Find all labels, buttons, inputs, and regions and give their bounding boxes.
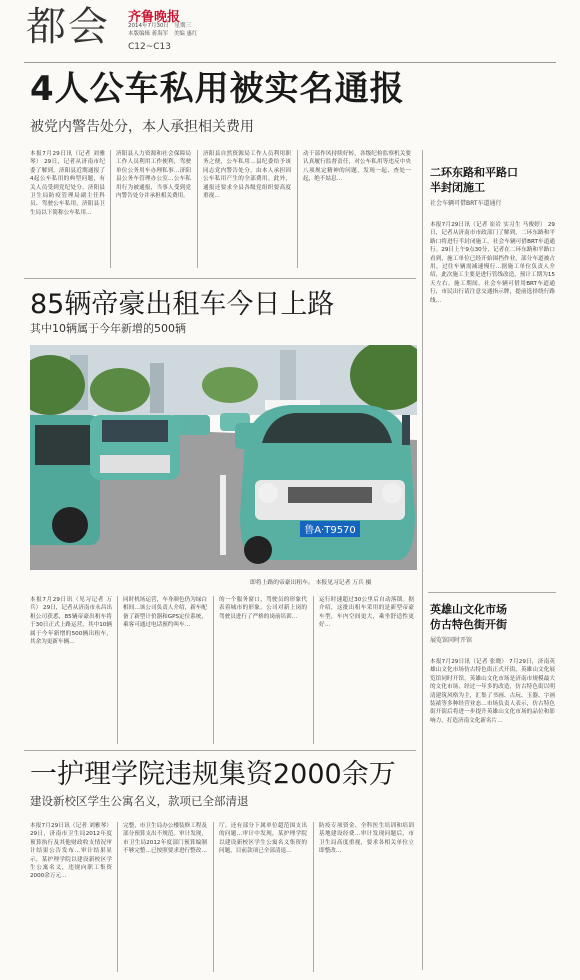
issue-meta: [128, 22, 198, 38]
article3-subhead: 建设新校区学生公寓名义，款项已全部清退: [30, 794, 249, 808]
article2-column-1: 本报7月29日讯（见习记者 万兵） 29日，记者从济南市永昌出租公司获悉，85辆帝豪出租车将于30日正式上路运营，其中10辆属于今年新增的500辆出租车，其余为更新车辆…: [30, 597, 112, 646]
column-rule: [313, 596, 314, 744]
section-divider: [24, 750, 416, 751]
sidebar2-title-line1: 英雄山文化市场: [430, 603, 507, 616]
article1-column-3: 济阳县自然资源局工作人员利用职务之便，公车私用…县纪委给予该同志党内警告处分，由本人承担因公车私用产生的全部费用。此外，通报还要求全县各级党组织要高度重视…: [203, 151, 291, 200]
column-rule: [117, 822, 118, 972]
sidebar-rule: [422, 150, 423, 970]
sidebar1-subtitle: 社会车辆可借BRT车道通行: [430, 200, 502, 207]
sidebar1: [430, 165, 555, 581]
section-divider: [24, 278, 416, 279]
column-rule: [297, 150, 298, 268]
sidebar1-title-line2: 半封闭施工: [430, 181, 485, 194]
column-rule: [213, 822, 214, 972]
taxi-photo: [30, 345, 417, 570]
article1-column-2: 济阳县人力资源和社会保障局工作人员利用工作便利，驾驶单位公务用车办理私事…济阳县公务车管理办公室…公车私用行为被通报，当事人受到党内警告处分并承担相关费用。: [116, 151, 191, 200]
page-numbers: C12~C13: [128, 42, 172, 52]
column-rule: [110, 150, 111, 268]
taxi-photo-illustration: [30, 345, 417, 570]
sidebar1-body: 本报7月29日讯（记者 崔岩 实习生 马俊婷） 29日，记者从济南市市政部门了解到，二环东路和平路口将进行半封闭施工，社会车辆可借BRT车道通行。29日上午9点30分，记者在二环东路和平路口看到，施工单位已经开始围挡作业，部分车道被占用，过往车辆需减速慢行…据施工单位负责人介绍，此次施工主要是进行管线改造，预计工期为15天左右。施工期间，社会车辆可借用BRT车道通行，市民出行请注意交通指示牌，提前选择绕行路线…: [430, 222, 555, 304]
sidebar2: [430, 602, 555, 978]
article1-column-4: 动干部作风持续好转，各级纪检监察机关要认真履行监督责任，对公车私用等违反中央八项规定精神的问题，发现一起、查处一起，绝不姑息…: [303, 151, 411, 183]
sidebar-divider: [428, 592, 556, 593]
section-title: 都会: [26, 4, 110, 50]
article2-headline: 85辆帝豪出租车今日上路: [30, 289, 335, 320]
article2-column-3: 的一个服务窗口，驾驶员的形象代表着城市的形象。公司对新上岗的驾驶员进行了严格的岗前培训…: [219, 597, 307, 620]
article3-column-1: 本报7月29日讯（记者 刘雅琴） 29日，济南市卫生局2012年度预算执行及其他财政收支情况审计结果公告发布…审计结果显示，某护理学院以建设新校区学生公寓名义，违规向职工集资2000余万元…: [30, 823, 112, 880]
article2-subhead: 其中10辆属于今年新增的500辆: [30, 322, 186, 335]
issue-date: 2014年7月30日 星期三: [128, 23, 191, 29]
sidebar2-body: 本报7月29日讯（记者 张晓） 7月29日，济南英雄山文化市场仿古特色街正式开街，英雄山文化展览馆同时开馆。英雄山文化市场是济南市规模最大的文化市场，经过一年多的改造，仿古特色街以明清建筑风格为主，汇集了书画、古玩、玉器、字画装裱等多种经营业态…市场负责人表示，仿古特色街开街后将进一步提升英雄山文化市场的品位和影响力，打造济南文化新名片…: [430, 659, 555, 724]
article1-subhead: 被党内警告处分，本人承担相关费用: [30, 119, 254, 135]
photo-caption: 即将上路的帝豪出租车。 本报见习记者 万兵 摄: [250, 580, 372, 586]
editor-credits: 本版编辑 蒋海军 美编 惠红: [128, 31, 198, 37]
article2-column-4: 运行时速超过30公里后自动落锁。据介绍，这批出租车采用的是新型帝豪车型，车内空间更大，乘坐舒适性更好…: [319, 597, 414, 629]
column-rule: [213, 596, 214, 744]
column-rule: [117, 596, 118, 744]
article3-column-2: 完整，市卫生局办公楼装修工程及部分预算支出不规范。审计发现，市卫生局2012年度部门预算编制不够完整…已按照要求进行整改…: [123, 823, 207, 855]
article3-column-4: 防疫专项资金、全科医生培训和培训基地建设经费…审计发现问题后，市卫生局高度重视，要求各相关单位立即整改…: [319, 823, 414, 855]
article3-column-3: 厅。还有部分下属单位超范围支出的问题…审计中发现，某护理学院以建设新校区学生公寓名义集资的问题，目前款项已全部清退…: [219, 823, 307, 855]
column-rule: [197, 150, 198, 268]
header-divider: [24, 62, 556, 63]
article2-column-2: 同时机场运营，车身颜色仍为绿白相间…该公司负责人介绍，新车配备了新型计价器和GPS定位系统，乘客可通过电话预约叫车…: [123, 597, 207, 629]
sidebar2-title-line2: 仿古特色街开街: [430, 618, 507, 631]
sidebar1-title-line1: 二环东路和平路口: [430, 166, 518, 179]
license-plate: 鲁A·T9570: [304, 525, 356, 536]
sidebar2-subtitle: 展览馆同时开馆: [430, 637, 473, 644]
article1-column-1: 本报7月29日讯（记者 刘雅琴） 29日，记者从济南市纪委了解到，济阳县近期通报了4起公车私用的典型问题，有关人员受到党纪处分。济阳县卫生局防疫管理局副主任科员、驾驶公车私用，济阳县卫生局以下简称公车私用…: [30, 151, 105, 216]
article3-headline: 一护理学院违规集资2000余万: [30, 759, 396, 790]
column-rule: [313, 822, 314, 972]
newspaper-logo: 齐鲁晚报: [128, 10, 181, 25]
article1-headline: 4人公车私用被实名通报: [30, 69, 405, 109]
